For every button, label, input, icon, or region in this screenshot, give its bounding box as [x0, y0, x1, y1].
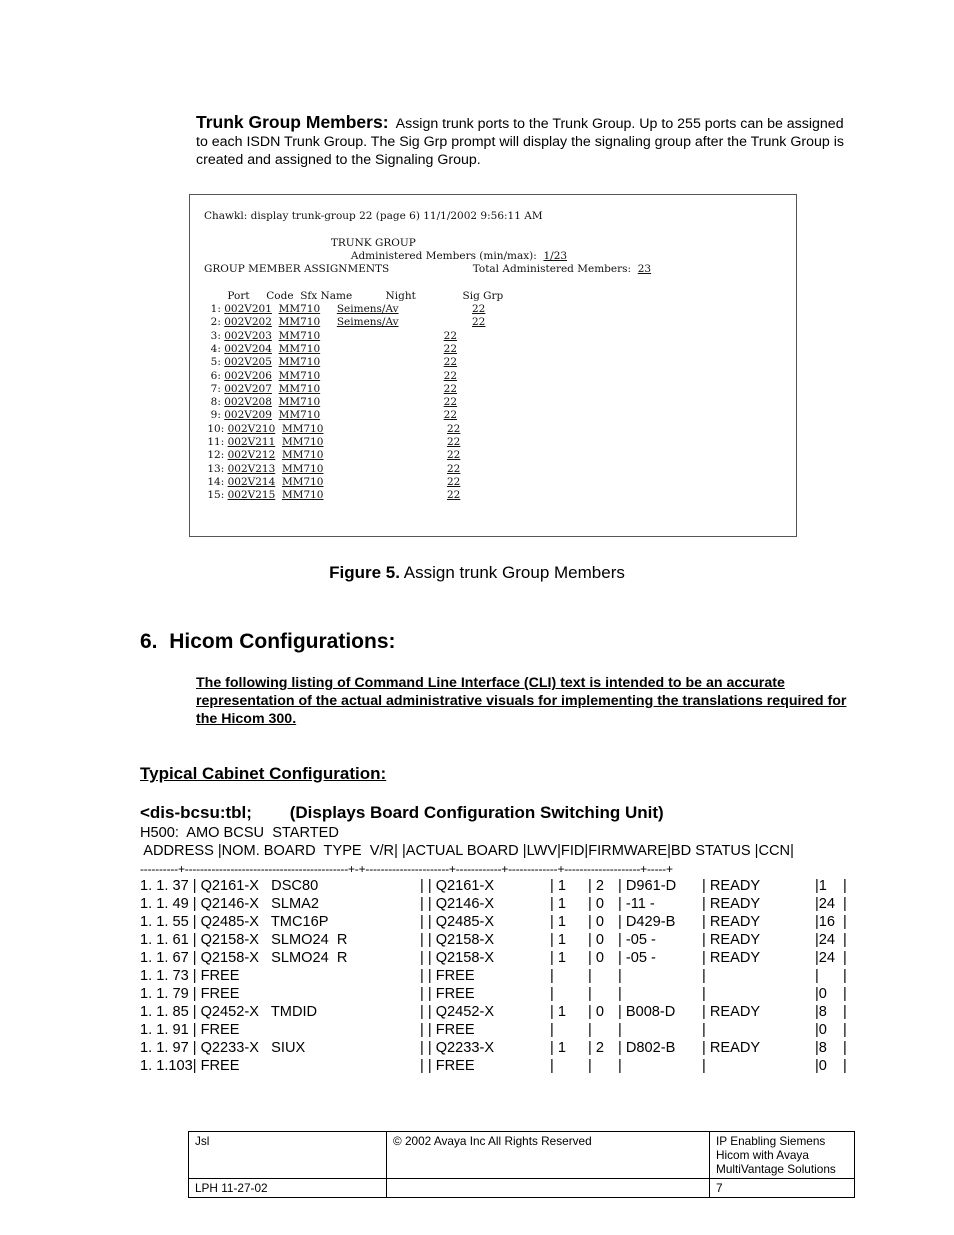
listing-cell-ccn: |8	[815, 1004, 827, 1020]
listing-cell-lwv: | 1	[550, 914, 566, 930]
listing-cell-fid: | 2	[588, 878, 604, 894]
caption-text: Assign trunk Group Members	[399, 563, 625, 582]
listing-cell-ccn: |16	[815, 914, 836, 930]
listing-cell-actual-board: | | Q2158-X	[420, 932, 495, 948]
listing-cell-actual-board: | | FREE	[420, 1058, 475, 1074]
listing-cell-actual-board: | | Q2161-X	[420, 878, 495, 894]
listing-cell-actual-board: | | FREE	[420, 1022, 475, 1038]
footer-middle	[387, 1179, 710, 1198]
listing-cell-bd-status: |	[702, 1022, 706, 1038]
listing-cell-fid: |	[588, 1022, 592, 1038]
intro-heading: Trunk Group Members:	[196, 112, 389, 132]
listing-cell-lwv: | 1	[550, 1004, 566, 1020]
listing-cell-bd-status: |	[702, 968, 706, 984]
intro-text: Assign trunk ports to the Trunk Group. Up to 255 ports can be assigned to each ISDN Trunk Group. The Sig Grp prompt will display the signaling group after the Trunk Group is created and assigned to the Signaling Group.	[196, 116, 844, 168]
listing-cell-fid: |	[588, 1058, 592, 1074]
listing-cell-fid: |	[588, 968, 592, 984]
listing-cell-ccn: |24	[815, 932, 836, 948]
listing-cell-address-board: 1. 1. 91 | FREE	[140, 1022, 240, 1038]
listing-cell-ccn: |0	[815, 1058, 827, 1074]
listing-cell-lwv: | 1	[550, 950, 566, 966]
listing-cell-end: |	[843, 1040, 847, 1056]
listing-cell-actual-board: | | FREE	[420, 968, 475, 984]
figure-caption	[0, 563, 954, 583]
listing-cell-end: |	[843, 1058, 847, 1074]
listing-cell-end: |	[843, 896, 847, 912]
listing-cell-lwv: |	[550, 986, 554, 1002]
listing-cell-actual-board: | | Q2158-X	[420, 950, 495, 966]
listing-cell-firmware: | -05 -	[618, 932, 656, 948]
listing-cell-lwv: |	[550, 1022, 554, 1038]
listing-cell-lwv: | 1	[550, 878, 566, 894]
listing-cell-bd-status: | READY	[702, 932, 761, 948]
listing-cell-bd-status: |	[702, 1058, 706, 1074]
listing-cell-address-board: 1. 1.103| FREE	[140, 1058, 240, 1074]
listing-cell-bd-status: | READY	[702, 1040, 761, 1056]
listing-cell-firmware: | D802-B	[618, 1040, 676, 1056]
cli-command: <dis-bcsu:tbl; (Displays Board Configuration Switching Unit)	[140, 803, 664, 822]
listing-cell-firmware: | -11 -	[618, 896, 655, 912]
listing-separator: ----------+-------------------------------------------+-+----------------------+------------+-------------+--------------------+-----+	[140, 862, 673, 876]
caption-label: Figure 5.	[329, 563, 400, 582]
subheading: Typical Cabinet Configuration:	[140, 764, 387, 783]
listing-cell-fid: | 0	[588, 1004, 604, 1020]
listing-cell-end: |	[843, 1004, 847, 1020]
listing-cell-end: |	[843, 968, 847, 984]
listing-cell-actual-board: | | Q2485-X	[420, 914, 495, 930]
listing-cell-actual-board: | | Q2146-X	[420, 896, 495, 912]
listing-cell-actual-board: | | FREE	[420, 986, 475, 1002]
section-heading	[140, 630, 396, 654]
listing-cell-end: |	[843, 950, 847, 966]
listing-cell-address-board: 1. 1. 97 | Q2233-X SIUX	[140, 1040, 306, 1056]
listing-cell-fid: | 0	[588, 950, 604, 966]
listing-cell-fid: | 0	[588, 896, 604, 912]
cli-note: The following listing of Command Line Interface (CLI) text is intended to be an accurate representation of the actual administrative visuals for implementing the translations required for the Hicom 300.	[196, 675, 847, 727]
listing-cell-bd-status: | READY	[702, 914, 761, 930]
listing-cell-lwv: |	[550, 1058, 554, 1074]
listing-cell-address-board: 1. 1. 67 | Q2158-X SLMO24 R	[140, 950, 348, 966]
listing-cell-ccn: |0	[815, 986, 827, 1002]
listing-cell-end: |	[843, 914, 847, 930]
listing-cell-firmware: | B008-D	[618, 1004, 676, 1020]
listing-cell-ccn: |	[815, 968, 819, 984]
section-number: 6.	[140, 630, 158, 653]
terminal-screenshot	[189, 194, 797, 537]
listing-cell-bd-status: | READY	[702, 896, 761, 912]
amo-started-line: H500: AMO BCSU STARTED	[140, 825, 339, 841]
intro-paragraph	[196, 113, 851, 169]
listing-cell-ccn: |24	[815, 950, 836, 966]
listing-cell-lwv: | 1	[550, 896, 566, 912]
listing-cell-bd-status: | READY	[702, 950, 761, 966]
listing-cell-address-board: 1. 1. 79 | FREE	[140, 986, 240, 1002]
listing-cell-address-board: 1. 1. 73 | FREE	[140, 968, 240, 984]
listing-cell-lwv: | 1	[550, 932, 566, 948]
page-footer	[188, 1131, 855, 1198]
footer-title: IP Enabling Siemens Hicom with Avaya MultiVantage Solutions	[710, 1132, 855, 1179]
listing-cell-fid: | 0	[588, 914, 604, 930]
footer-page-number: 7	[710, 1179, 855, 1198]
listing-cell-bd-status: | READY	[702, 878, 761, 894]
listing-cell-bd-status: |	[702, 986, 706, 1002]
listing-cell-lwv: | 1	[550, 1040, 566, 1056]
listing-cell-end: |	[843, 986, 847, 1002]
footer-author: Jsl	[189, 1132, 387, 1179]
listing-cell-address-board: 1. 1. 85 | Q2452-X TMDID	[140, 1004, 318, 1020]
footer-doc-id: LPH 11-27-02	[189, 1179, 387, 1198]
listing-cell-actual-board: | | Q2452-X	[420, 1004, 495, 1020]
listing-cell-firmware: |	[618, 968, 622, 984]
listing-cell-bd-status: | READY	[702, 1004, 761, 1020]
listing-cell-address-board: 1. 1. 55 | Q2485-X TMC16P	[140, 914, 329, 930]
listing-cell-end: |	[843, 1022, 847, 1038]
listing-cell-fid: |	[588, 986, 592, 1002]
listing-cell-address-board: 1. 1. 61 | Q2158-X SLMO24 R	[140, 932, 348, 948]
listing-cell-firmware: | D429-B	[618, 914, 676, 930]
listing-cell-address-board: 1. 1. 37 | Q2161-X DSC80	[140, 878, 319, 894]
listing-header: ADDRESS |NOM. BOARD TYPE V/R| |ACTUAL BOARD |LWV|FID|FIRMWARE|BD STATUS |CCN|	[140, 843, 794, 859]
listing-cell-firmware: | D961-D	[618, 878, 677, 894]
listing-cell-actual-board: | | Q2233-X	[420, 1040, 495, 1056]
listing-cell-fid: | 0	[588, 932, 604, 948]
listing-cell-ccn: |24	[815, 896, 836, 912]
listing-cell-address-board: 1. 1. 49 | Q2146-X SLMA2	[140, 896, 320, 912]
listing-cell-firmware: | -05 -	[618, 950, 656, 966]
listing-cell-firmware: |	[618, 986, 622, 1002]
footer-copyright: © 2002 Avaya Inc All Rights Reserved	[387, 1132, 710, 1179]
terminal-text: Chawkl: display trunk-group 22 (page 6) 11/1/2002 9:56:11 AM TRUNK GROUP Administered Members (min/max): 1/23 GROUP MEMBER ASSIGNMENTS Total Administered Members: 23 Port Code Sfx Name Night Sig Grp 1: 002V201 MM710 Seimens/Av 22 2: 002V202 MM710 Seimens/Av 22 3: 002V203 MM710 22 4: 002V204 MM710 22 5: 002V205 MM710 22 6: 002V206 MM710 22 7: 002V207 MM710 22 8: 002V208 MM710 22 9: 002V209 MM710 22 10: 002V210 MM710 22 11: 002V211 MM710 22 12: 002V212 MM710 22 13: 002V213 MM710 22 14: 002V214 MM710 22 15: 002V215 MM710 22	[204, 210, 652, 502]
listing-cell-end: |	[843, 878, 847, 894]
listing-cell-ccn: |8	[815, 1040, 827, 1056]
listing-cell-end: |	[843, 932, 847, 948]
listing-cell-ccn: |0	[815, 1022, 827, 1038]
listing-cell-fid: | 2	[588, 1040, 604, 1056]
listing-cell-firmware: |	[618, 1022, 622, 1038]
listing-cell-lwv: |	[550, 968, 554, 984]
listing-cell-ccn: |1	[815, 878, 827, 894]
section-title: Hicom Configurations:	[169, 630, 396, 653]
listing-cell-firmware: |	[618, 1058, 622, 1074]
